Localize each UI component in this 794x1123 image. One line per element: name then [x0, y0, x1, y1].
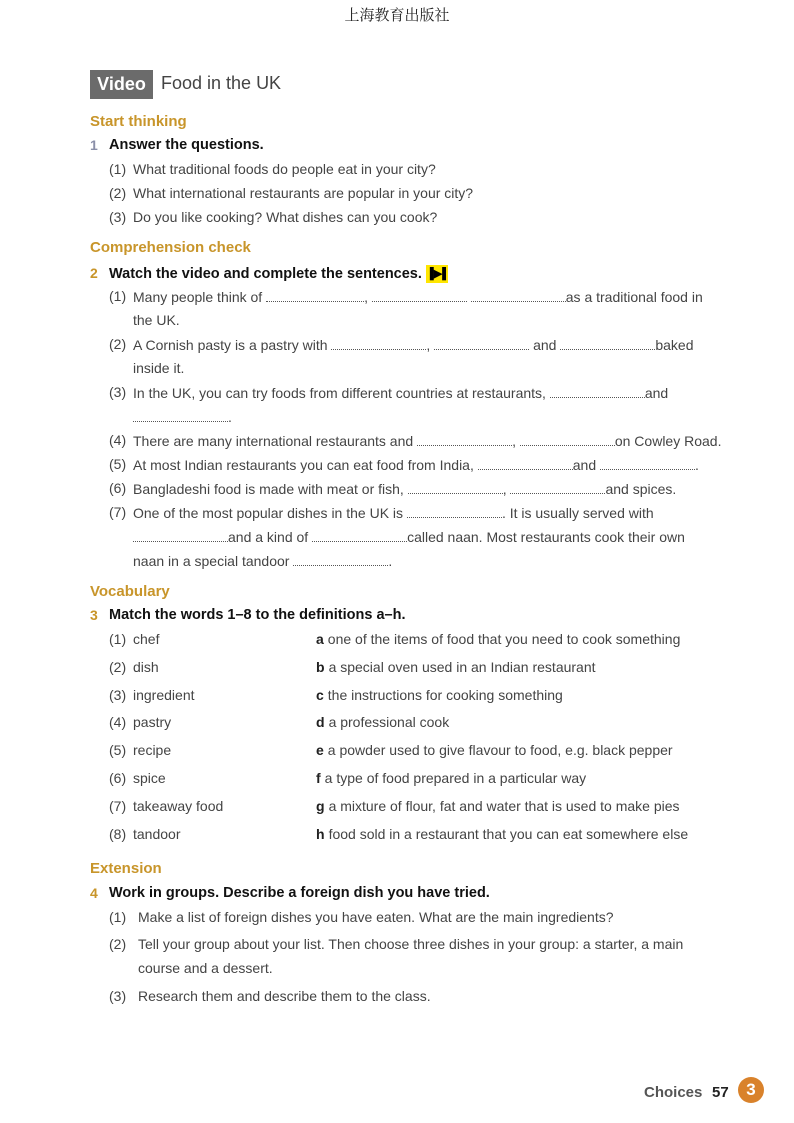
vocab-word: recipe [133, 742, 172, 759]
answer-blank[interactable] [600, 456, 695, 470]
sentence-text: as a traditional food in [565, 289, 703, 305]
definition-letter: f [316, 770, 321, 786]
sentence-text: called naan. Most restaurants cook their own [407, 529, 685, 545]
vocab-word: spice [133, 770, 166, 786]
definition-letter: e [316, 742, 324, 759]
answer-blank[interactable] [372, 288, 467, 302]
definition-letter: g [316, 797, 325, 814]
section-start-thinking: Start thinking [90, 113, 187, 130]
sentence-text: naan in a special tandoor [133, 553, 290, 569]
q3-number: 3 [90, 607, 98, 623]
sentence-text: Bangladeshi food is made with meat or fish, [133, 481, 404, 497]
section-extension: Extension [90, 860, 162, 877]
vocab-word: ingredient [133, 686, 195, 703]
vocab-word: takeaway food [133, 797, 224, 814]
definition-text: food sold in a restaurant that you can eat somewhere else [328, 825, 689, 842]
sentence-text: and [533, 337, 557, 353]
vocab-word: chef [133, 631, 160, 647]
q3-title: Match the words 1–8 to the definitions a–h. [109, 607, 406, 623]
sentence-text: and spices. [605, 481, 677, 497]
definition-letter: a [316, 631, 324, 647]
task-text: Make a list of foreign dishes you have eaten. What are the main ingredients? [138, 909, 614, 925]
answer-blank[interactable] [312, 528, 407, 542]
q2-title-text: Watch the video and complete the sentences. [109, 265, 422, 282]
question-text: Do you like cooking? What dishes can you cook? [133, 209, 438, 225]
word-label: (6) [109, 770, 127, 786]
word-label: (2) [109, 658, 127, 675]
vocab-word: dish [133, 658, 159, 675]
answer-blank[interactable] [560, 336, 655, 350]
answer-blank[interactable] [520, 432, 615, 446]
word-label: (7) [109, 797, 127, 814]
sentence-text: inside it. [133, 360, 185, 376]
page-title: Food in the UK [161, 73, 282, 93]
sentence-text: baked [655, 337, 694, 353]
unit-badge: 3 [738, 1077, 764, 1103]
definition-text: a powder used to give flavour to food, e.g. black pepper [327, 742, 673, 759]
item-label: (1) [109, 288, 127, 304]
film-play-icon[interactable]: ▐▶▌ [426, 265, 448, 283]
answer-blank[interactable] [331, 336, 426, 350]
sentence-text: on Cowley Road. [614, 433, 722, 449]
definition-letter: d [316, 714, 325, 731]
definition-text: the instructions for cooking something [327, 686, 563, 703]
item-label: (4) [109, 432, 127, 448]
sentence-line: naan in a special tandoor . [133, 553, 393, 569]
definition-text: a special oven used in an Indian restaurant [328, 658, 596, 675]
sentence-text: A Cornish pasty is a pastry with [133, 337, 328, 353]
q1-title: Answer the questions. [109, 137, 264, 153]
q1-number: 1 [90, 137, 98, 153]
answer-blank[interactable] [434, 336, 529, 350]
definition [316, 631, 680, 647]
answer-blank[interactable] [550, 384, 645, 398]
task-text: Research them and describe them to the class. [138, 988, 431, 1004]
answer-blank[interactable] [133, 528, 228, 542]
item-label: (2) [109, 336, 127, 352]
item-label: (3) [109, 384, 127, 400]
answer-blank[interactable] [408, 480, 503, 494]
sentence-line: There are many international restaurants and , on Cowley Road. [133, 433, 722, 449]
word-label: (8) [109, 825, 127, 842]
task-text: Tell your group about your list. Then choose three dishes in your group: a starter, a main [138, 936, 684, 952]
q4-number: 4 [90, 885, 98, 901]
question-text: What international restaurants are popular in your city? [133, 185, 474, 201]
definition [316, 659, 596, 675]
sentence-line: . [133, 408, 232, 425]
item-label: (3) [109, 988, 127, 1004]
vocab-word: pastry [133, 714, 172, 731]
definition-text: a mixture of flour, fat and water that is used to make pies [328, 797, 680, 814]
section-vocabulary: Vocabulary [90, 583, 170, 600]
sentence-line [133, 384, 668, 401]
answer-blank[interactable] [407, 504, 502, 518]
sentence-text: and a kind of [228, 529, 309, 545]
item-label: (2) [109, 185, 127, 201]
task-text: course and a dessert. [138, 960, 273, 976]
item-label: (1) [109, 161, 127, 177]
section-comprehension-check: Comprehension check [90, 239, 251, 256]
definition-letter: b [316, 658, 325, 675]
sentence-text: There are many international restaurants and [133, 433, 414, 449]
item-label: (3) [109, 209, 127, 225]
definition-text: a type of food prepared in a particular way [324, 770, 587, 786]
word-label: (5) [109, 742, 127, 759]
question-text: What traditional foods do people eat in your city? [133, 161, 436, 177]
word-label: (1) [109, 631, 127, 647]
item-label: (7) [109, 504, 127, 520]
definition [316, 742, 673, 758]
sentence-text: In the UK, you can try foods from different countries at restaurants, [133, 385, 546, 401]
definition-text: one of the items of food that you need to cook something [327, 631, 681, 647]
answer-blank[interactable] [510, 480, 605, 494]
sentence-line: At most Indian restaurants you can eat food from India, and . [133, 457, 699, 473]
answer-blank[interactable] [266, 288, 364, 302]
answer-blank[interactable] [417, 432, 512, 446]
definition [316, 798, 680, 814]
answer-blank[interactable] [478, 456, 573, 470]
sentence-line: Bangladeshi food is made with meat or fish, , and spices. [133, 481, 677, 497]
sentence-line: Many people think of , as a traditional food in [133, 289, 703, 305]
sentence-text: One of the most popular dishes in the UK is [133, 505, 404, 521]
video-tag: Video [90, 70, 153, 99]
sentence-text: and [572, 457, 597, 473]
q2-number: 2 [90, 265, 98, 281]
answer-blank[interactable] [133, 408, 228, 422]
sentence-text: and [644, 385, 669, 401]
definition [316, 714, 449, 730]
q2-title [109, 265, 448, 283]
sentence-line [133, 504, 654, 521]
definition-letter: c [316, 686, 324, 703]
item-label: (5) [109, 456, 127, 472]
answer-blank[interactable] [293, 552, 388, 566]
publisher-header: 上海教育出版社 [344, 6, 450, 24]
sentence-text: At most Indian restaurants you can eat food from India, [133, 457, 474, 473]
word-label: (4) [109, 714, 127, 731]
sentence-line [133, 528, 685, 545]
definition [316, 687, 563, 703]
vocab-word: tandoor [133, 825, 181, 842]
sentence-text: Many people think of [133, 289, 263, 305]
definition-letter: h [316, 825, 325, 842]
sentence-line: A Cornish pasty is a pastry with , and baked [133, 337, 694, 353]
definition-text: a professional cook [328, 714, 450, 731]
page-number: 57 [712, 1084, 729, 1101]
item-label: (6) [109, 480, 127, 496]
answer-blank[interactable] [471, 288, 566, 302]
sentence-text: . It is usually served with [501, 505, 654, 521]
q4-title: Work in groups. Describe a foreign dish you have tried. [109, 885, 490, 901]
word-label: (3) [109, 686, 127, 703]
definition [316, 826, 688, 842]
definition [316, 770, 586, 786]
item-label: (2) [109, 936, 127, 952]
sentence-text: the UK. [133, 312, 180, 328]
item-label: (1) [109, 909, 127, 925]
unit-name: Choices [644, 1084, 703, 1101]
